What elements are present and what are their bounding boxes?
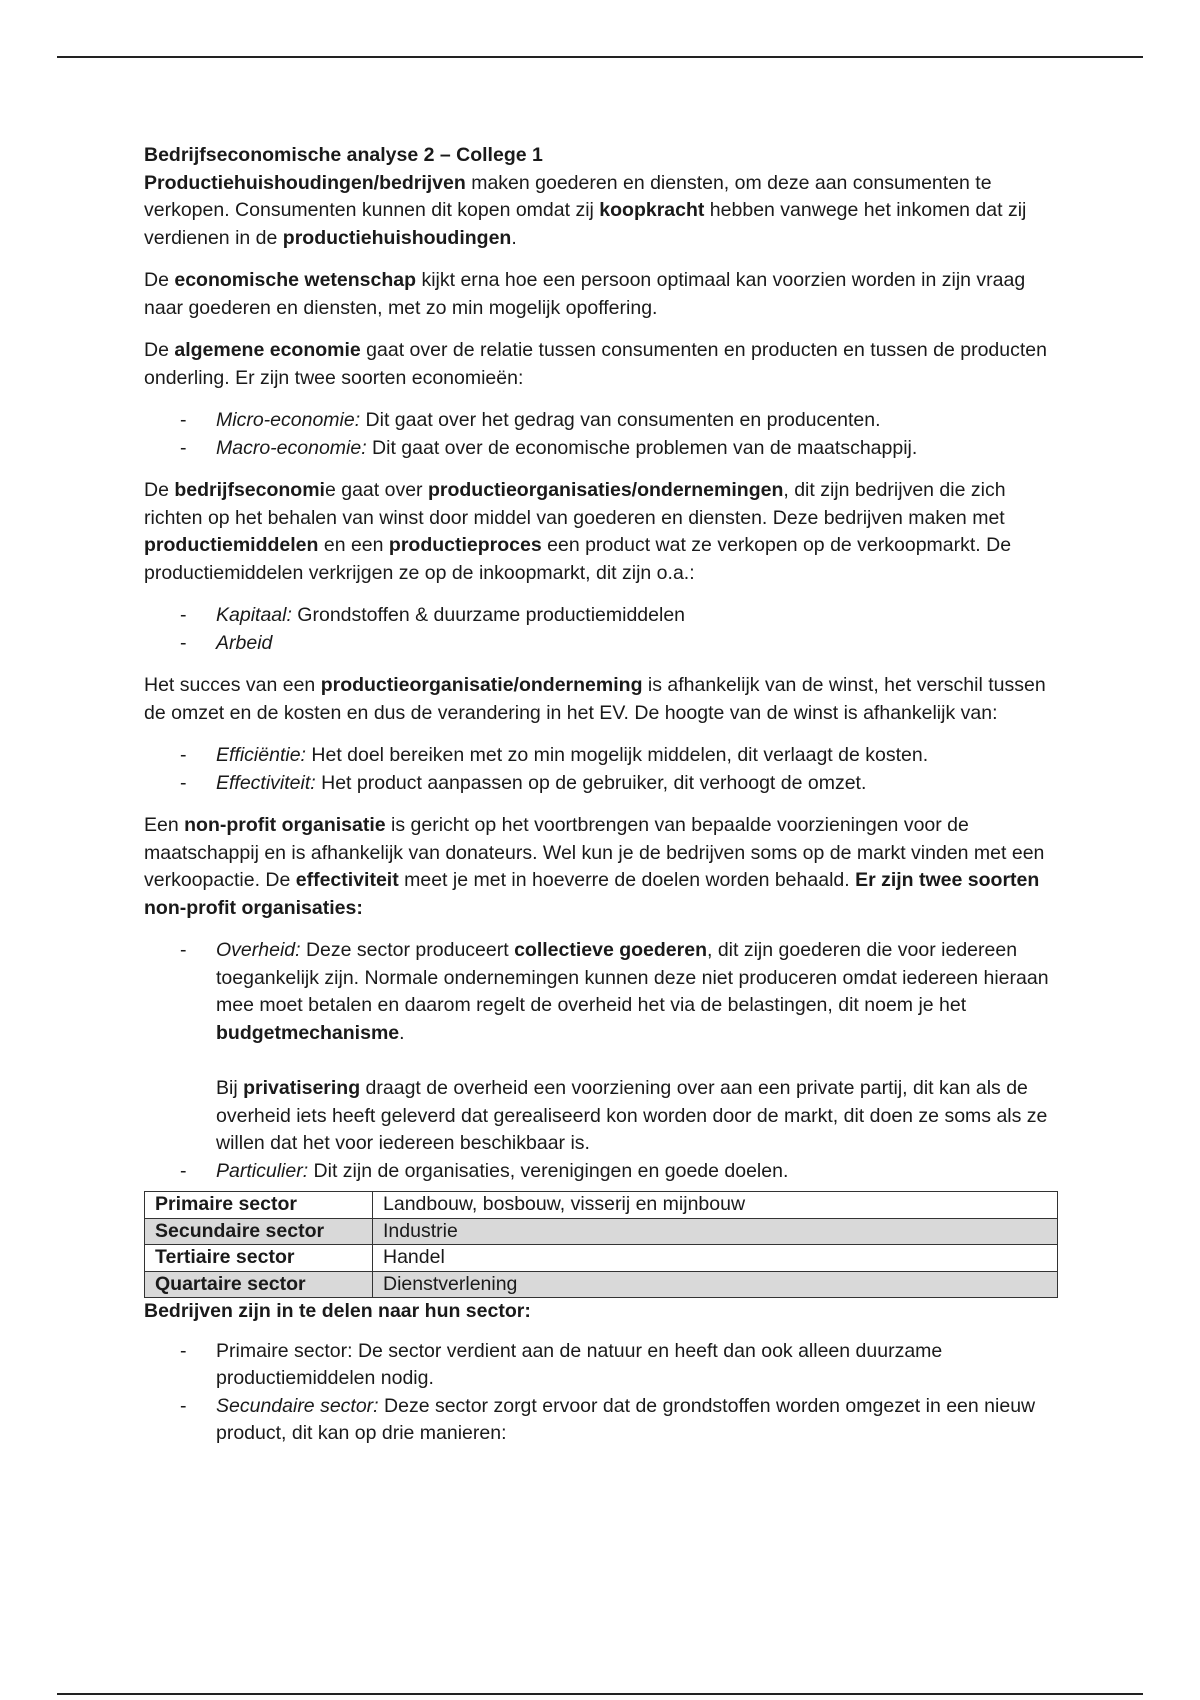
list-productiemiddelen <box>144 602 1064 657</box>
list-item: - Macro-economie: Dit gaat over de economische problemen van de maatschappij. <box>144 435 1064 463</box>
table-row: Quartaire sector Dienstverlening <box>145 1271 1058 1298</box>
table-row: Primaire sector Landbouw, bosbouw, visserij en mijnbouw <box>145 1192 1058 1219</box>
paragraph-bedrijfseconomie: De bedrijfseconomie gaat over productieorganisaties/ondernemingen, dit zijn bedrijven die zich richten op het behalen van winst door middel van goederen en diensten. Deze bedrijven maken met productiemiddelen en een productieproces een product wat ze verkopen op de verkoopmarkt. De productiemiddelen verkrijgen ze op de inkoopmarkt, dit zijn o.a.: <box>144 479 1012 584</box>
list-winst-factoren <box>144 742 1064 797</box>
list-item: - Effectiviteit: Het product aanpassen op de gebruiker, dit verhoogt de omzet. <box>144 770 1064 798</box>
document-title: Bedrijfseconomische analyse 2 – College 1 <box>144 144 543 166</box>
list-item: - Secundaire sector: Deze sector zorgt ervoor dat de grondstoffen worden omgezet in een nieuw product, dit kan op drie manieren: <box>144 1393 1064 1448</box>
list-sectoren <box>144 1338 1064 1448</box>
list-non-profit-soorten <box>144 937 1064 1185</box>
list-economie-soorten <box>144 407 1064 462</box>
list-item: - Primaire sector: De sector verdient aan de natuur en heeft dan ook alleen duurzame productiemiddelen nodig. <box>144 1338 1064 1393</box>
paragraph-succes: Het succes van een productieorganisatie/onderneming is afhankelijk van de winst, het verschil tussen de omzet en de kosten en dus de verandering in het EV. De hoogte van de winst is afhankelijk van: <box>144 674 1046 724</box>
footer-rule <box>57 1693 1143 1695</box>
privatisering-text: Bij privatisering draagt de overheid een voorziening over aan een private partij, dit kan als de overheid iets heeft geleverd dat gerealiseerd kon worden door de markt, dit doen ze soms als ze willen dat het voor iedereen beschikbaar is. <box>216 1077 1048 1154</box>
paragraph-intro: Productiehuishoudingen/bedrijven maken goederen en diensten, om deze aan consumenten te verkopen. Consumenten kunnen dit kopen omdat zij koopkracht hebben vanwege het inkomen dat zij verdienen in de productiehuishoudingen. <box>144 171 1027 249</box>
paragraph-non-profit: Een non-profit organisatie is gericht op het voortbrengen van bepaalde voorzieningen voor de maatschappij en is afhankelijk van donateurs. Wel kun je de bedrijven soms op de markt vinden met een verkoopactie. De effectiviteit meet je met in hoeverre de doelen worden behaald. Er zijn twee soorten non-profit organisaties: <box>144 814 1045 919</box>
document-body <box>144 142 1064 1463</box>
list-item: - Particulier: Dit zijn de organisaties, verenigingen en goede doelen. <box>144 1158 1064 1186</box>
table-row: Tertiaire sector Handel <box>145 1245 1058 1272</box>
list-item <box>144 937 1064 1158</box>
table-row: Secundaire sector Industrie <box>145 1218 1058 1245</box>
sector-heading: Bedrijven zijn in te delen naar hun sector: <box>144 1300 531 1322</box>
paragraph-algemene-economie: De algemene economie gaat over de relatie tussen consumenten en producten en tussen de producten onderling. Er zijn twee soorten economieën: <box>144 339 1047 389</box>
paragraph-economische-wetenschap: De economische wetenschap kijkt erna hoe een persoon optimaal kan voorzien worden in zijn vraag naar goederen en diensten, met zo min mogelijk opoffering. <box>144 269 1026 319</box>
overheid-text: - Overheid: Deze sector produceert collectieve goederen, dit zijn goederen die voor iedereen toegankelijk zijn. Normale ondernemingen kunnen deze niet produceren omdat iedereen hieraan mee moet betalen en daarom regelt de overheid het via de belastingen, dit noem je het budgetmechanisme. <box>216 939 1049 1044</box>
header-rule <box>57 56 1143 58</box>
list-item: - Micro-economie: Dit gaat over het gedrag van consumenten en producenten. <box>144 407 1064 435</box>
list-item: - Arbeid <box>144 630 1064 658</box>
list-item: - Kapitaal: Grondstoffen & duurzame productiemiddelen <box>144 602 1064 630</box>
list-item: - Efficiëntie: Het doel bereiken met zo min mogelijk middelen, dit verlaagt de kosten. <box>144 742 1064 770</box>
sector-table <box>144 1191 1058 1298</box>
